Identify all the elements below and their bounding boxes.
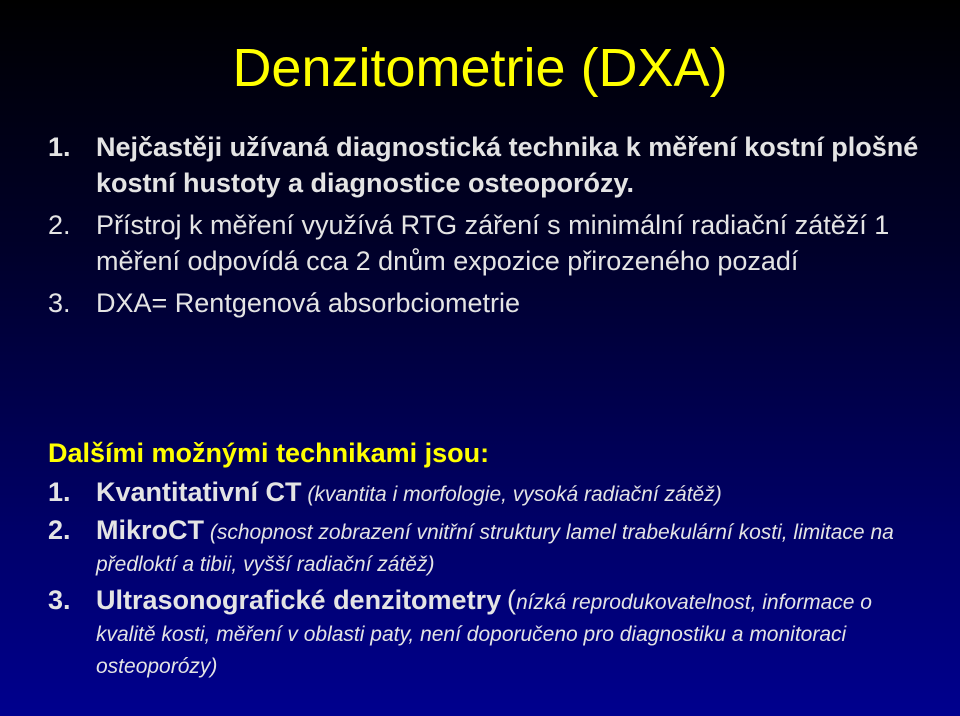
list-item-number: 2. bbox=[48, 210, 71, 240]
main-list bbox=[48, 129, 928, 321]
technique-detail: nízká reprodukovatelnost, informace o kvalitě kosti, měření v oblasti paty, není doporučeno pro diagnostiku a monitoraci osteoporózy) bbox=[96, 591, 872, 678]
technique-item bbox=[48, 514, 928, 581]
technique-detail: (schopnost zobrazení vnitřní struktury lamel trabekulární kosti, limitace na předloktí a tibii, vyšší radiační zátěž) bbox=[96, 521, 894, 576]
list-item-number: 1. bbox=[48, 477, 71, 507]
technique-name: Ultrasonografické denzitometry bbox=[96, 585, 502, 615]
technique-detail: (kvantita i morfologie, vysoká radiační zátěž) bbox=[307, 483, 722, 506]
slide-title: Denzitometrie (DXA) bbox=[232, 38, 728, 98]
list-item-text: Nejčastěji užívaná diagnostická technika k měření kostní plošné kostní hustoty a diagnostice osteoporózy. bbox=[96, 132, 919, 198]
technique-item bbox=[48, 584, 928, 683]
list-item-number: 2. bbox=[48, 515, 71, 545]
list-item bbox=[48, 285, 928, 321]
list-item bbox=[48, 207, 928, 279]
list-item bbox=[48, 129, 928, 201]
list-item-number: 3. bbox=[48, 585, 71, 615]
technique-name: Kvantitativní CT bbox=[96, 477, 302, 507]
technique-item bbox=[48, 476, 928, 511]
list-item-number: 1. bbox=[48, 132, 71, 162]
list-item-text: Přístroj k měření využívá RTG záření s minimální radiační zátěží 1 měření odpovídá cca 2 dnům expozice přirozeného pozadí bbox=[96, 210, 890, 276]
list-item-text: DXA= Rentgenová absorbciometrie bbox=[96, 288, 520, 318]
technique-detail-paren: ( bbox=[506, 585, 516, 615]
techniques-list bbox=[48, 476, 928, 686]
list-item-number: 3. bbox=[48, 288, 71, 318]
section-heading: Dalšími možnými technikami jsou: bbox=[48, 438, 490, 468]
technique-name: MikroCT bbox=[96, 515, 204, 545]
